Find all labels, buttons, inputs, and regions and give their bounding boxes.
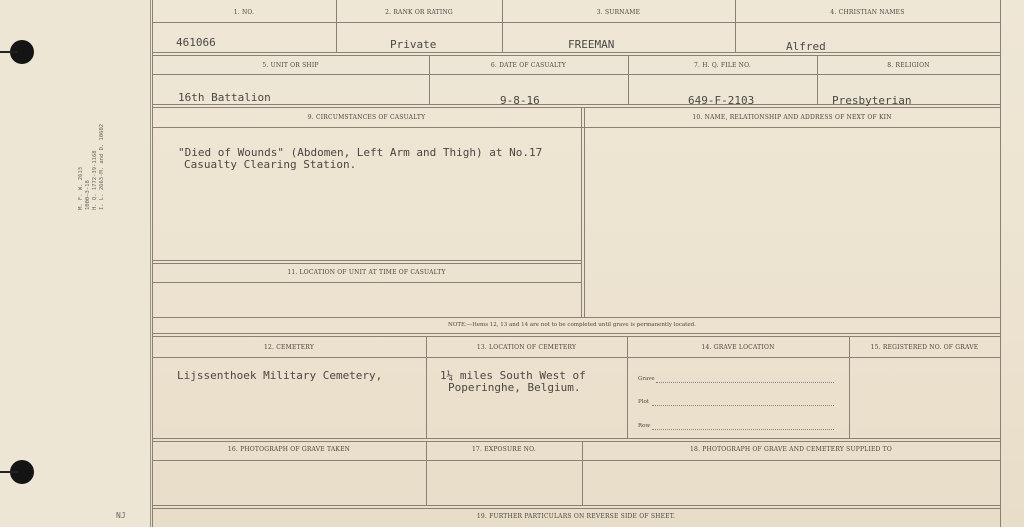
value-religion: Presbyterian (832, 94, 912, 107)
label-photo-supplied: 18. PHOTOGRAPH OF GRAVE AND CEMETERY SUPPLIED TO (690, 446, 892, 453)
binding-margin (0, 0, 151, 527)
value-unit: 16th Battalion (178, 91, 271, 104)
cemetery-location-line-1: 1¼ miles South West of (440, 369, 586, 382)
divider (502, 0, 503, 52)
label-unit: 5. UNIT OR SHIP (262, 62, 319, 69)
divider (152, 336, 1000, 337)
divider (152, 260, 581, 261)
divider (627, 336, 628, 438)
divider (152, 317, 1000, 318)
stamp-line: I. L. 2663-M. and D. 10602 (99, 123, 105, 210)
divider (152, 282, 581, 283)
plot-dotted-line (652, 405, 834, 406)
label-location-of-cemetery: 13. LOCATION OF CEMETERY (476, 344, 577, 351)
corner-mark: NJ (116, 511, 126, 520)
divider (581, 107, 582, 317)
label-rank: 2. RANK OR RATING (385, 9, 453, 16)
label-further-particulars: 19. FURTHER PARTICULARS ON REVERSE SIDE OF SHEET. (476, 513, 676, 520)
divider (152, 263, 581, 264)
value-cemetery: Lijssenthoek Military Cemetery, (177, 369, 383, 382)
label-hq-file: 7. H. Q. FILE NO. (693, 62, 752, 69)
value-no: 461066 (176, 36, 216, 49)
divider (152, 107, 1000, 108)
label-religion: 8. RELIGION (887, 62, 930, 69)
divider (152, 333, 1000, 334)
divider (152, 441, 1000, 442)
form-reference-stamp (78, 100, 148, 210)
divider (152, 438, 1000, 439)
divider (152, 505, 1000, 506)
label-next-of-kin: 10. NAME, RELATIONSHIP AND ADDRESS OF NEXT OF KIN (692, 114, 892, 121)
label-no: 1. NO. (233, 9, 255, 16)
stamp-line: H. Q. 1772-39-1168 (92, 150, 98, 210)
circumstances-line-1: "Died of Wounds" (Abdomen, Left Arm and Thigh) at No.17 (178, 146, 543, 159)
plot-label: Plot (638, 399, 649, 405)
label-grave-location: 14. GRAVE LOCATION (701, 344, 775, 351)
divider (152, 74, 1000, 75)
value-hq-file: 649-F-2103 (688, 94, 755, 107)
label-surname: 3. SURNAME (596, 9, 641, 16)
stamp-line: 1000—3-18 (85, 180, 91, 210)
grave-label: Grave (638, 376, 655, 382)
divider (426, 336, 427, 438)
divider (152, 127, 1000, 128)
grave-dotted-line (656, 382, 834, 383)
divider (735, 0, 736, 52)
frame-right (1000, 0, 1001, 527)
value-rank: Private (390, 38, 437, 51)
divider (152, 508, 1000, 509)
label-cemetery: 12. CEMETERY (263, 344, 315, 351)
divider (584, 107, 585, 317)
divider (849, 336, 850, 438)
row-dotted-line (652, 429, 834, 430)
row-label: Row (638, 423, 651, 429)
note-text: NOTE:—Items 12, 13 and 14 are not to be completed until grave is permanently located. (448, 322, 696, 328)
divider (152, 460, 1000, 461)
punch-hole-line (0, 471, 18, 473)
label-christian-names: 4. CHRISTIAN NAMES (830, 9, 905, 16)
value-christian-names: Alfred (786, 40, 826, 53)
label-exposure-no: 17. EXPOSURE NO. (472, 446, 536, 453)
divider (152, 22, 1000, 23)
punch-hole-line (0, 51, 18, 53)
label-circumstances: 9. CIRCUMSTANCES OF CASUALTY (307, 114, 426, 121)
label-date-of-casualty: 6. DATE OF CASUALTY (490, 62, 567, 69)
value-surname: FREEMAN (568, 38, 615, 51)
label-location-of-unit: 11. LOCATION OF UNIT AT TIME OF CASUALTY (287, 269, 446, 276)
label-photo-taken: 16. PHOTOGRAPH OF GRAVE TAKEN (227, 446, 351, 453)
circumstances-line-2: Casualty Clearing Station. (184, 158, 357, 171)
cemetery-location-line-2: Poperinghe, Belgium. (448, 381, 581, 394)
label-registered-no: 15. REGISTERED NO. OF GRAVE (870, 344, 979, 351)
value-date-of-casualty: 9-8-16 (500, 94, 540, 107)
divider (152, 55, 1000, 56)
divider (152, 52, 1000, 53)
divider (336, 0, 337, 52)
divider (152, 357, 1000, 358)
stamp-line: M. F. W. 2613 (78, 166, 84, 210)
